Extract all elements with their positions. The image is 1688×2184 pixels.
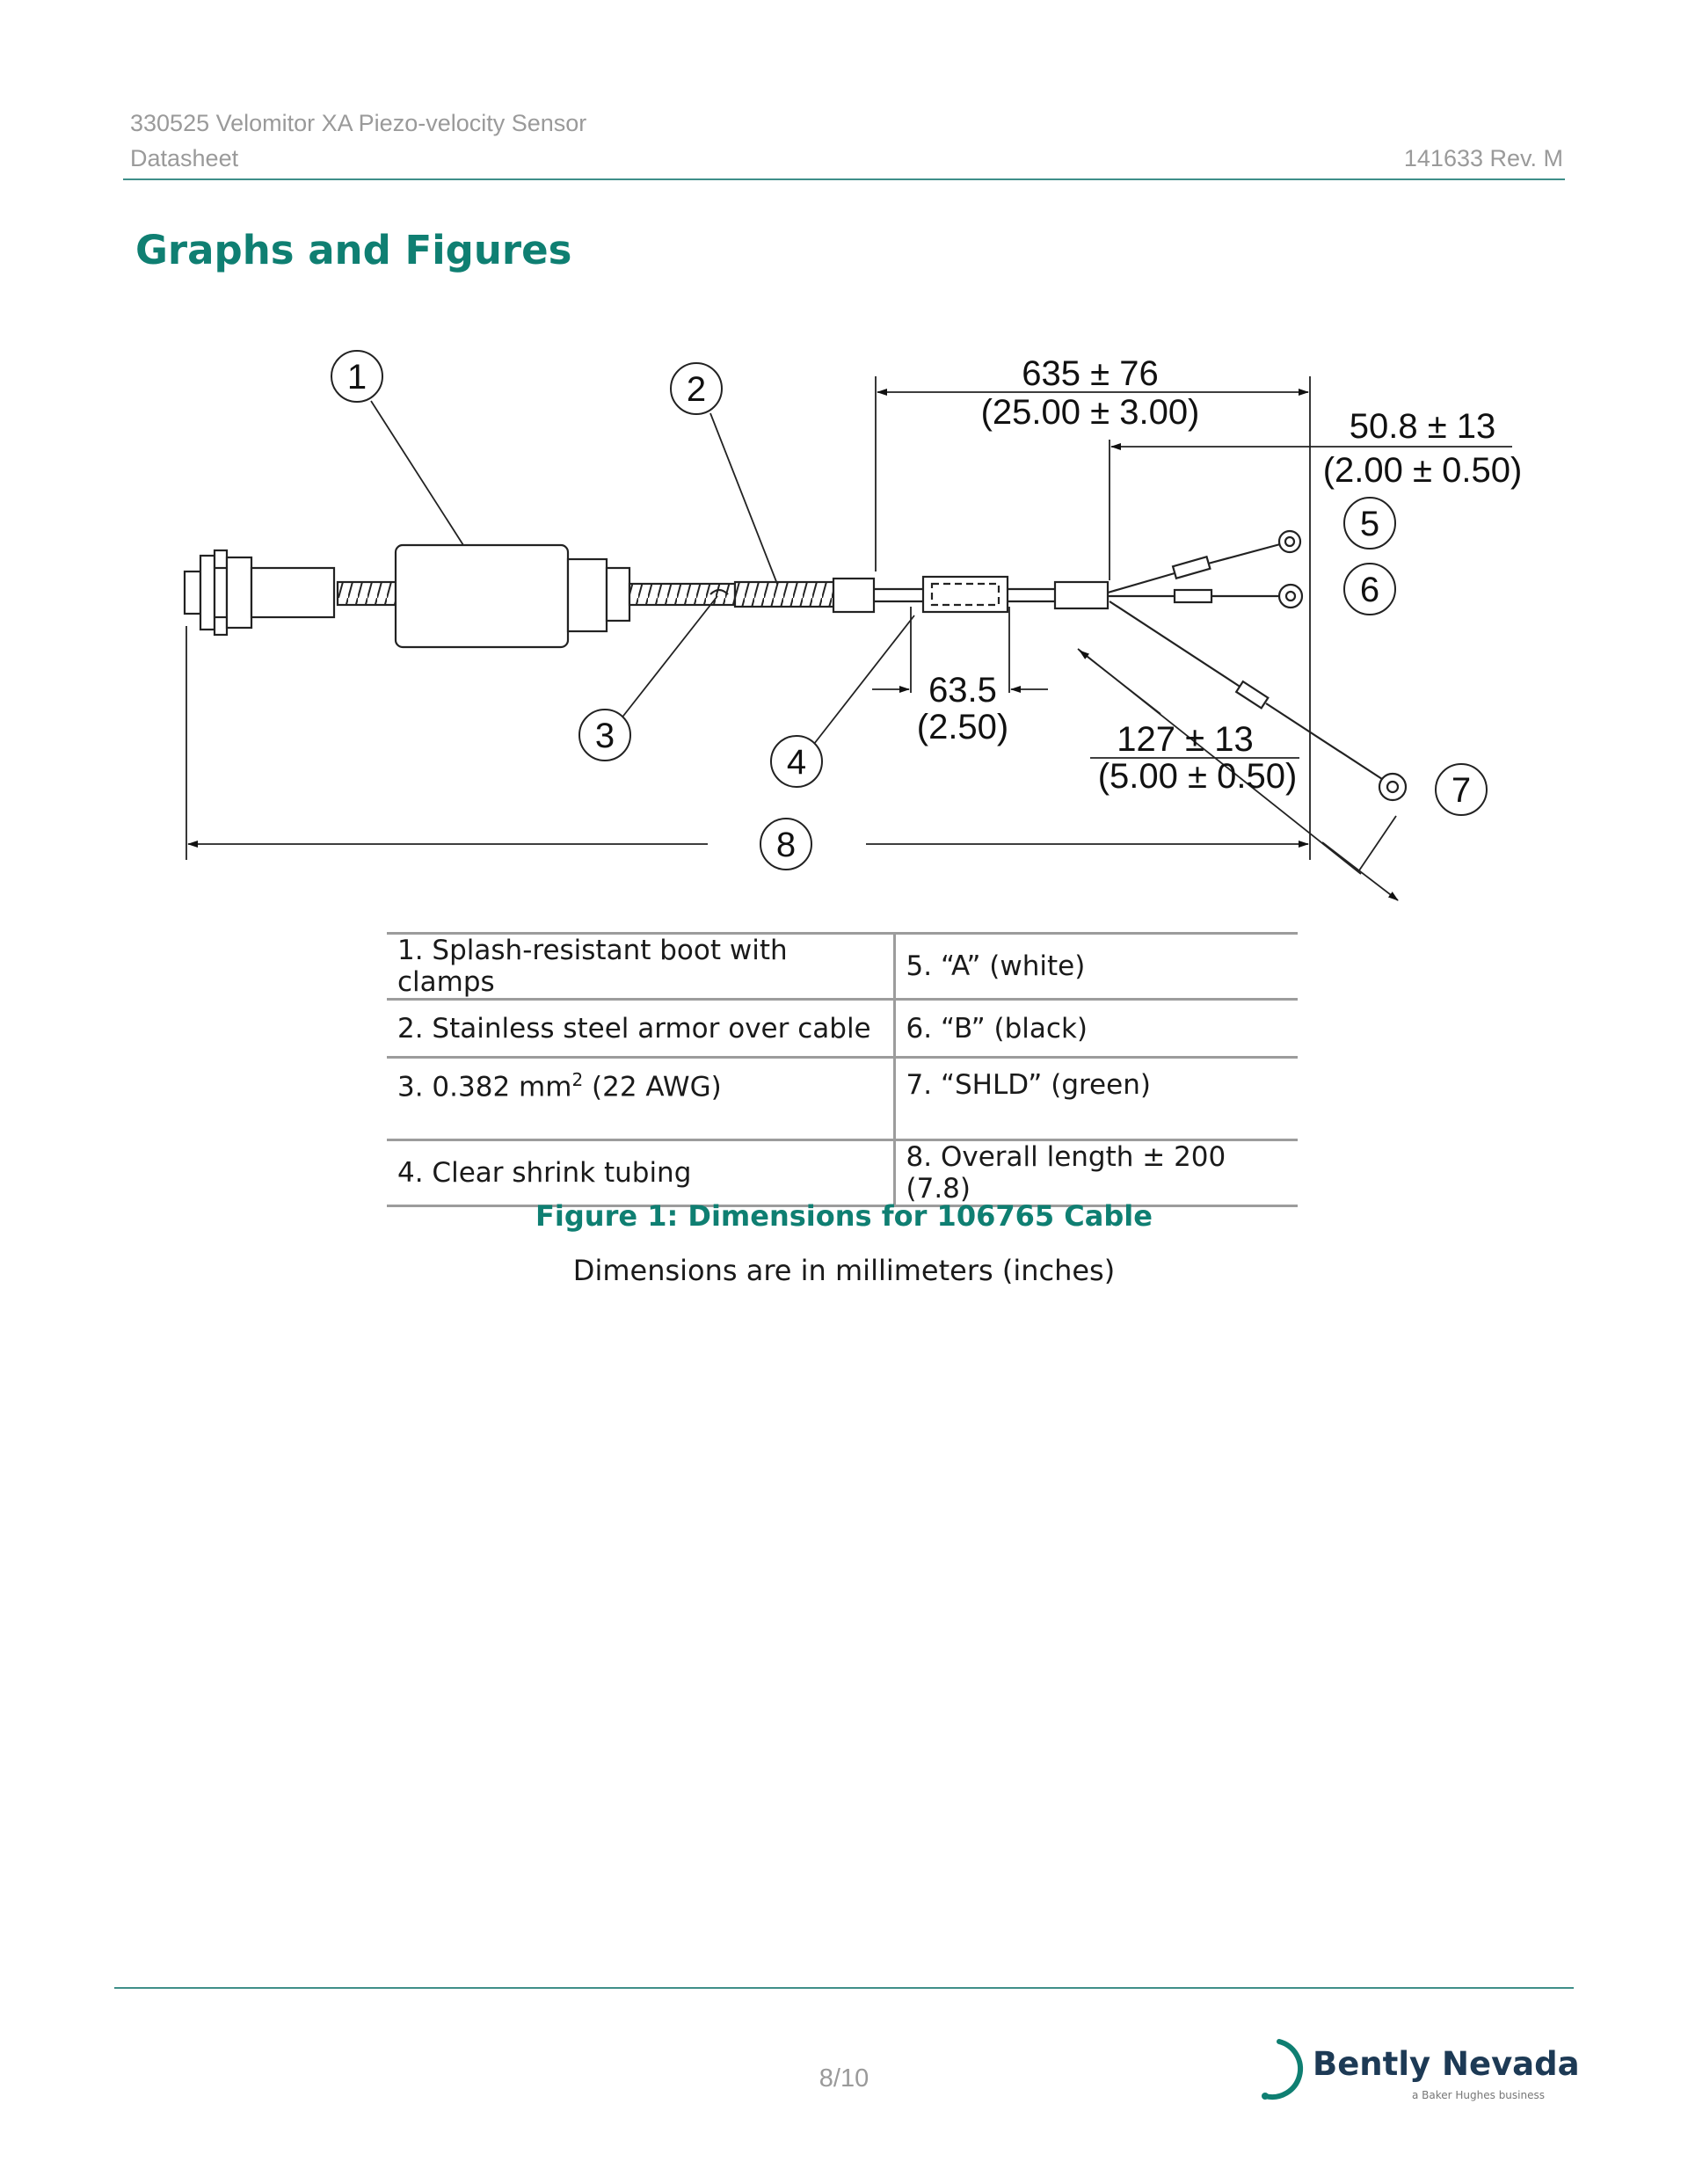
lead-a-white [1108, 531, 1300, 593]
legend-item-3-suffix: (22 AWG) [583, 1071, 722, 1103]
logo-mark-icon [1253, 2033, 1314, 2112]
legend-item-2: 2. Stainless steel armor over cable [387, 1000, 894, 1058]
balloon-3-label: 3 [594, 717, 615, 755]
legend-row [387, 1000, 1298, 1058]
shrink-tubing [923, 577, 1008, 612]
dim-635-in: (25.00 ± 3.00) [980, 393, 1200, 432]
figure-caption-subtitle: Dimensions are in millimeters (inches) [572, 1254, 1116, 1287]
footer-divider [114, 1987, 1574, 1989]
legend-item-4: 4. Clear shrink tubing [387, 1140, 894, 1206]
legend-item-1: 1. Splash-resistant boot with clamps [387, 934, 894, 1000]
balloon-6-label: 6 [1359, 571, 1380, 609]
brand-tagline: a Baker Hughes business [1411, 2089, 1545, 2101]
legend-row [387, 1058, 1298, 1140]
legend-item-3-prefix: 3. 0.382 mm [397, 1071, 572, 1103]
figure-legend-table [387, 932, 1298, 1207]
dim-635b-mm: 63.5 [928, 671, 997, 710]
page-number: 8/10 [819, 2064, 869, 2093]
header-title-line2: Datasheet [130, 145, 239, 171]
brand-name: Bently Nevada [1313, 2045, 1580, 2083]
dim-508-mm: 50.8 ± 13 [1349, 407, 1496, 446]
figure-caption: Figure 1: Dimensions for 106765 Cable [535, 1199, 1153, 1233]
header-doc-number: 141633 Rev. M [1403, 145, 1563, 171]
dim-635b-in: (2.50) [916, 708, 1009, 746]
legend-item-3 [387, 1058, 894, 1140]
bently-nevada-logo [1253, 2033, 1580, 2112]
legend-item-5: 5. “A” (white) [894, 934, 1298, 1000]
legend-row [387, 1140, 1298, 1206]
armor-segment-c [735, 582, 833, 607]
dim-635-mm: 635 ± 76 [1022, 354, 1159, 393]
boot-body [396, 545, 629, 647]
lead-b-black [1108, 585, 1302, 608]
dim-127-mm: 127 ± 13 [1117, 720, 1254, 759]
cable-dimension-drawing [0, 0, 1688, 914]
legend-item-8: 8. Overall length ± 200 (7.8) [894, 1140, 1298, 1206]
armor-segment-b [629, 584, 735, 605]
balloon-1-label: 1 [346, 358, 367, 397]
dim-127-in: (5.00 ± 0.50) [1097, 757, 1298, 796]
legend-item-6: 6. “B” (black) [894, 1000, 1298, 1058]
connector-body [185, 550, 334, 635]
dim-508-in: (2.00 ± 0.50) [1322, 451, 1523, 490]
header-title-line1: 330525 Velomitor XA Piezo-velocity Sensor [130, 110, 587, 136]
balloon-5-label: 5 [1359, 505, 1380, 543]
balloon-7-label: 7 [1451, 771, 1472, 810]
balloon-4-label: 4 [786, 743, 807, 782]
legend-row [387, 934, 1298, 1000]
balloon-2-label: 2 [686, 370, 707, 409]
armor-segment-a [338, 582, 396, 605]
balloon-8-label: 8 [775, 826, 797, 864]
legend-item-7: 7. “SHLD” (green) [894, 1058, 1298, 1140]
section-title: Graphs and Figures [135, 227, 572, 273]
legend-item-3-sup: 2 [571, 1069, 584, 1090]
